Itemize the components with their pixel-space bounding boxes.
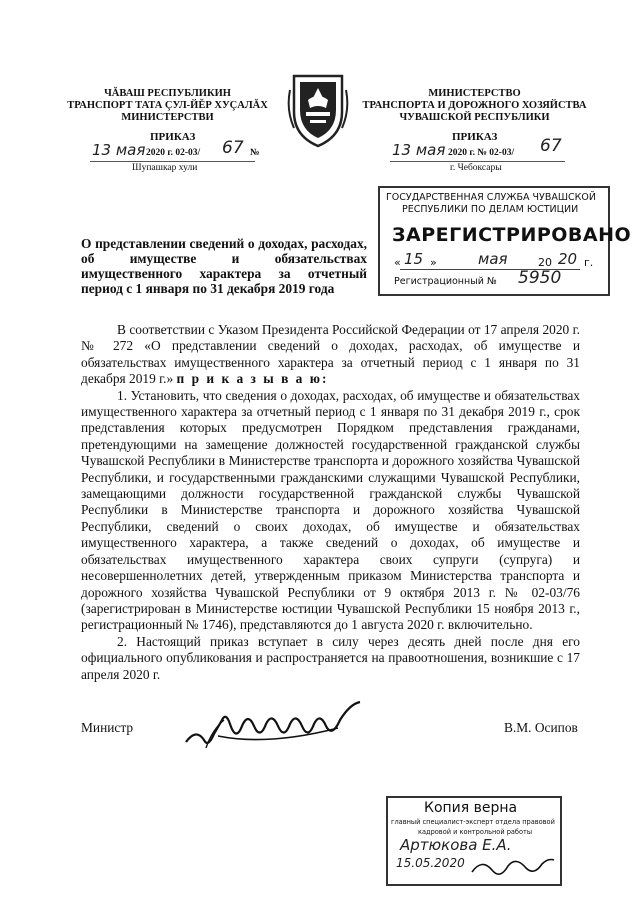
emblem-icon	[286, 70, 350, 150]
stamp-line-2: РЕСПУБЛИКИ ПО ДЕЛАМ ЮСТИЦИИ	[402, 204, 579, 215]
right-hand-no: 67	[540, 136, 562, 156]
header-right-line-3: ЧУВАШСКОЙ РЕСПУБЛИКИ	[399, 112, 550, 123]
copy-stamp-hand-name: Артюкова Е.А.	[400, 836, 512, 854]
registration-stamp	[378, 186, 632, 296]
stamp-hand-month: мая	[478, 250, 508, 268]
stamp-quote-close: »	[430, 256, 437, 269]
copy-stamp-hand-date: 15.05.2020	[396, 856, 465, 870]
header-right-line-2: ТРАНСПОРТА И ДОРОЖНОГО ХОЗЯЙСТВА	[362, 100, 587, 111]
stamp-hand-reg-no: 5950	[518, 268, 562, 288]
right-hand-date: 13 мая	[392, 141, 446, 159]
header-right	[362, 88, 587, 124]
right-order-label: ПРИКАЗ	[452, 131, 498, 143]
copy-stamp-line-1: главный специалист-эксперт отдела правовой	[391, 818, 555, 826]
signature-role: Министр	[81, 720, 134, 735]
paragraph-2: 1. Установить, что сведения о доходах, расходах, об имуществе и обязательствах имущественного характера за отчетный период с 1 января по 31 декабря 2019 г., срок представления которых предусмотрен Порядком представления гражданами, претендующими на замещение должностей государственной гражданской службы Чувашской Республики в Министерстве транспорта и дорожного хозяйства Чувашской Республики, и государственными гражданскими служащими Чувашской Республики, замещающими должности государственной гражданской службы Чувашской Республики в Министерстве транспорта и дорожного хозяйства Чувашской Республики, сведений о своих доходах, об имуществе и обязательствах имущественного характера, а также сведений о доходах, об имуществе и обязательствах имущественного характера своих супруги (супруга) и несовершеннолетних детей, утвержденным приказом Министерства транспорта и дорожного хозяйства Чувашской Республики от 9 октября 2013 г. № 02-03/76 (зарегистрирован в Министерстве юстиции Чувашской Республики 15 ноября 2013 г., регистрационный № 1746), представляются до 1 августа 2020 г. включительно.	[81, 387, 580, 633]
stamp-year-suffix: г.	[584, 256, 594, 269]
prikazyvayu: п р и к а з ы в а ю:	[176, 371, 329, 387]
stamp-line-1: ГОСУДАРСТВЕННАЯ СЛУЖБА ЧУВАШСКОЙ	[386, 192, 596, 203]
left-city: Шупашкар хули	[132, 163, 198, 173]
header-left-line-1: ЧĂВАШ РЕСПУБЛИКИН	[104, 88, 231, 99]
document-title: О представлении сведений о доходах, расходах, об имуществе и обязательствах имущественного характера за отчетный период с 1 января по 31 декабря 2019 года	[81, 236, 367, 296]
copy-stamp-line-2: кадровой и контрольной работы	[418, 828, 533, 836]
copy-stamp-scribble	[468, 852, 556, 882]
paragraph-1-text: В соответствии с Указом Президента Российской Федерации от 17 апреля 2020 г. № 272 «О представлении сведений о доходах, расходах, об имуществе и обязательствах имущественного характера за отчетный период с 1 января по 31 декабря 2019 г.»	[81, 322, 580, 387]
paragraph-1	[81, 322, 580, 388]
left-order-line: 2020 г. 02-03/	[146, 148, 201, 158]
copy-stamp-title: Копия верна	[424, 800, 518, 816]
signature-scribble	[178, 690, 368, 760]
stamp-quote-open: «	[394, 256, 401, 269]
stamp-registered: ЗАРЕГИСТРИРОВАНО	[392, 224, 632, 246]
right-city: г. Чебоксары	[450, 163, 502, 173]
right-order-line: 2020 г. № 02-03/	[448, 148, 515, 158]
stamp-hand-day: 15	[404, 250, 424, 268]
paragraph-3: 2. Настоящий приказ вступает в силу через десять дней после дня его официального опубликования и распространяется на правоотношения, возникшие с 17 апреля 2020 г.	[81, 633, 580, 682]
left-hand-date: 13 мая	[92, 141, 146, 159]
left-order-no: №	[250, 148, 260, 158]
signature-name: В.М. Осипов	[504, 720, 578, 735]
header-left-line-3: МИНИСТЕРСТВИ	[121, 112, 214, 123]
stamp-year-prefix: 20	[538, 256, 552, 269]
document-body	[81, 322, 580, 683]
header-left-line-2: ТРАНСПОРТ ТАТА ÇУЛ-ЙĔР ХУÇАЛĂХ	[67, 100, 268, 111]
left-order-label: ПРИКАЗ	[150, 131, 196, 143]
copy-stamp	[386, 796, 562, 886]
left-hand-no: 67	[222, 138, 244, 158]
stamp-hand-year: 20	[558, 250, 578, 268]
header-left	[60, 88, 275, 124]
right-order-underline	[390, 161, 565, 162]
header-right-line-1: МИНИСТЕРСТВО	[428, 88, 521, 99]
stamp-reg-label: Регистрационный №	[394, 276, 497, 287]
left-order-underline	[90, 161, 255, 162]
